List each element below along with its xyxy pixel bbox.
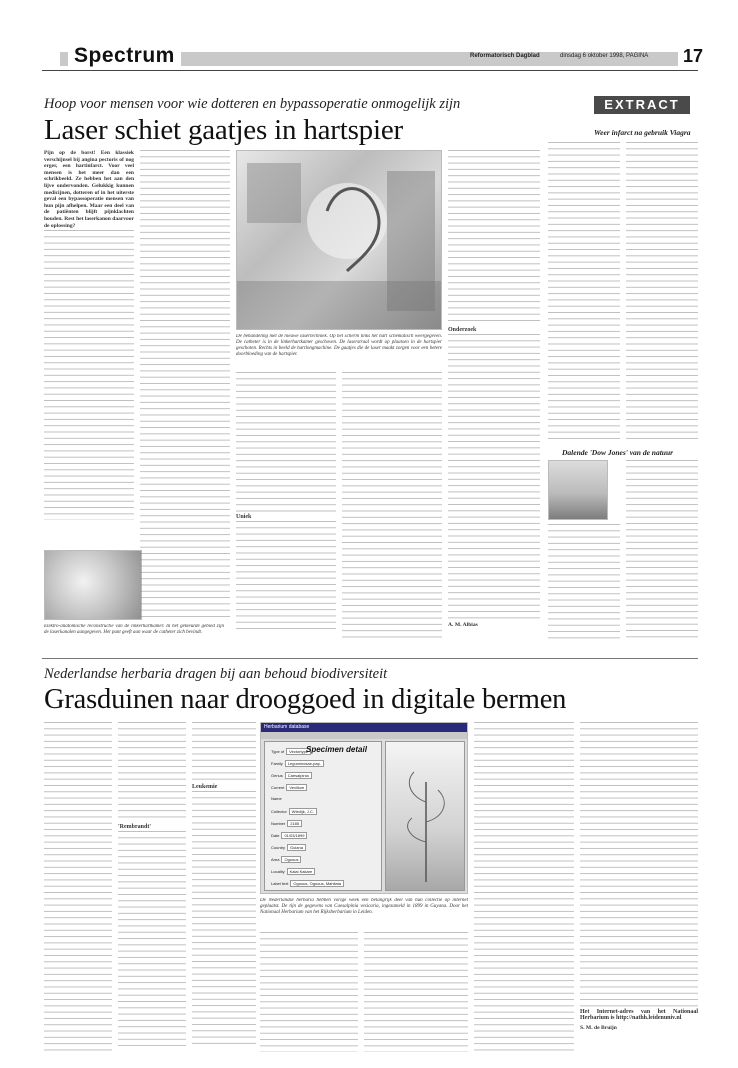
article1-headline: Laser schiet gaatjes in hartspier	[44, 114, 403, 146]
page-number: 17	[683, 46, 704, 66]
field-value: 01/03/1899	[281, 832, 307, 839]
field-row	[271, 844, 306, 851]
body-text	[118, 722, 186, 822]
herbarium-screenshot	[260, 722, 468, 894]
field-label: Locality	[271, 869, 285, 874]
field-value: Vexillum	[286, 784, 307, 791]
field-value: Leguminosae-pap.	[285, 760, 324, 767]
body-text	[364, 932, 468, 1052]
field-label: Number	[271, 821, 286, 826]
extract-label: EXTRACT	[594, 96, 690, 114]
field-value: Guiana	[287, 844, 306, 851]
field-row	[271, 784, 307, 791]
subhead-rembrandt: 'Rembrandt'	[118, 824, 151, 830]
photo-illustration	[237, 151, 442, 330]
body-text	[140, 150, 230, 620]
field-row	[271, 796, 282, 801]
article1-column-4	[342, 372, 442, 642]
sidebar2-column-1	[548, 524, 620, 642]
field-row	[271, 832, 307, 839]
body-text	[448, 334, 540, 619]
newspaper-name: Reformatorisch Dagblad	[470, 53, 540, 59]
article1-column-1	[44, 150, 134, 542]
field-row	[271, 820, 302, 827]
field-row	[271, 856, 301, 863]
body-text	[44, 722, 112, 1052]
sidebar1-column-2	[626, 142, 698, 442]
sidebar1-column-1	[548, 142, 620, 442]
field-value: Ogoous	[281, 856, 301, 863]
field-value: Ogoous, Ogoous, Mahliata	[290, 880, 344, 887]
article1-column-2	[140, 150, 230, 620]
window-toolbar	[261, 732, 467, 739]
body-text	[260, 932, 358, 1052]
header-rule	[42, 70, 698, 71]
article2-headline: Grasduinen naar drooggoed in digitale bermen	[44, 684, 567, 715]
body-text	[548, 142, 620, 442]
field-row	[271, 868, 315, 875]
article1-column-5	[448, 150, 540, 642]
field-value: Vectortype	[286, 748, 311, 755]
body-text	[448, 150, 540, 325]
field-label: Country	[271, 845, 286, 850]
footer-note: Het Internet-adres van het Nationaal Herbarium is http://nathh.leidenuniv.nl	[580, 1009, 698, 1022]
field-label: Area	[271, 857, 280, 862]
body-text	[192, 791, 256, 1046]
field-value: Kalai Kakare	[287, 868, 316, 875]
field-label: Genus	[271, 773, 283, 778]
body-text	[342, 372, 442, 642]
field-label: Name	[271, 796, 282, 801]
article2-column-7	[580, 722, 698, 1052]
field-label: Label text	[271, 881, 289, 886]
body-text	[474, 722, 574, 1052]
field-value: Wiedijk, J.C.	[289, 808, 317, 815]
field-value: Caesalpinia	[285, 772, 312, 779]
article2-column-4	[260, 932, 358, 1052]
body-text	[44, 230, 134, 520]
section-name: Spectrum	[68, 44, 181, 68]
body-text	[118, 831, 186, 1046]
subhead-uniek: Uniek	[236, 514, 252, 520]
field-row	[271, 760, 324, 767]
article2-kicker: Nederlandse herbaria dragen bij aan behoud biodiversiteit	[44, 666, 388, 682]
article1-kicker: Hoop voor mensen voor wie dotteren en bypassoperatie onmogelijk zijn	[44, 96, 461, 112]
specimen-form	[264, 741, 382, 891]
main-photo-caption: De behandeling met de nieuwe lasertechniek. Op het scherm links het hart schematisch weergegeven. De catheter is in de linkerhartkamer geschoven. De laserstraal wordt op plaatsen in de hartspier geschoten. Rechts in beeld de hartlongmachine. De gaatjes die de laser maakt zorgen voor een betere doorbloeding van de hartspier.	[236, 334, 442, 357]
article2-column-2	[118, 722, 186, 1052]
body-text	[192, 722, 256, 782]
sidebar1-title: Weer infarct na gebruik Viagra	[594, 128, 691, 137]
field-row	[271, 772, 312, 779]
small-photo-caption: Elektro-anatomische reconstructie van de linkerhartkamer. In het gekleurde gebied zijn de laserkanalen aangegeven. Het punt geeft aan waar de catheter zich bevindt.	[44, 624, 224, 635]
section-separator	[42, 658, 698, 659]
body-text	[626, 142, 698, 442]
masthead	[0, 30, 738, 88]
body-text	[236, 521, 336, 631]
field-label: Current	[271, 785, 285, 790]
body-text	[626, 460, 698, 642]
field-label: Family	[271, 761, 283, 766]
screenshot-caption: De Nederlandse herbaria hebben vorige week een belangrijk deel van hun collectie op internet geplaatst. De tijn de gegevens van Caesalpinia vesicaria, ingezameld in 1899 in Guyana. Door het Nationaal Herbarium van het Rijksherbarium in Leiden.	[260, 898, 468, 915]
body-text	[236, 372, 336, 512]
article2-column-5	[364, 932, 468, 1052]
window-title: Herbarium database	[261, 723, 467, 732]
article1-lead: Pijn op de borst! Een klassiek verschijnsel bij angina pectoris of nog erger, een hartinfarct. Voor veel mensen is het meer dan een schrikbeeld. Ze hebben het aan den lijve ondervonden. Gelukkig kunnen medicijnen, dotteren of in het uiterste geval een bypassoperatie mensen van hun pijn afhelpen. Maar een deel van de patiënten blijft pijnklachten houden. Rest het laserkanon daarvoor de oplossing?	[44, 150, 134, 229]
field-label: Type of	[271, 749, 285, 754]
laser-treatment-photo	[236, 150, 442, 330]
article2-column-1	[44, 722, 112, 1052]
article1-column-3	[236, 372, 336, 642]
sidebar2-title: Dalende 'Dow Jones' van de natuur	[562, 448, 674, 457]
article2-column-3	[192, 722, 256, 1052]
field-row	[271, 808, 317, 815]
article2-byline: S. M. de Bruijn	[580, 1024, 617, 1031]
subhead-onderzoek: Onderzoek	[448, 327, 477, 333]
laser-reconstruction-photo	[44, 550, 142, 620]
specimen-image	[385, 741, 465, 891]
specimen-plant-drawing	[386, 742, 466, 892]
article1-byline: A. M. Albias	[448, 622, 478, 629]
subhead-leukemie: Leukemie	[192, 784, 218, 790]
field-label: Date	[271, 833, 280, 838]
body-text	[548, 524, 620, 642]
field-value: 2185	[287, 820, 302, 827]
issue-date: dinsdag 6 oktober 1998, PAGINA	[560, 53, 649, 59]
field-label: Collector	[271, 809, 287, 814]
article2-column-6	[474, 722, 574, 1052]
body-text	[580, 722, 698, 1007]
field-row	[271, 880, 344, 887]
industry-smoke-photo	[548, 460, 608, 520]
specimen-detail-label: Specimen detail	[306, 745, 367, 754]
sidebar2-column-2	[626, 460, 698, 642]
